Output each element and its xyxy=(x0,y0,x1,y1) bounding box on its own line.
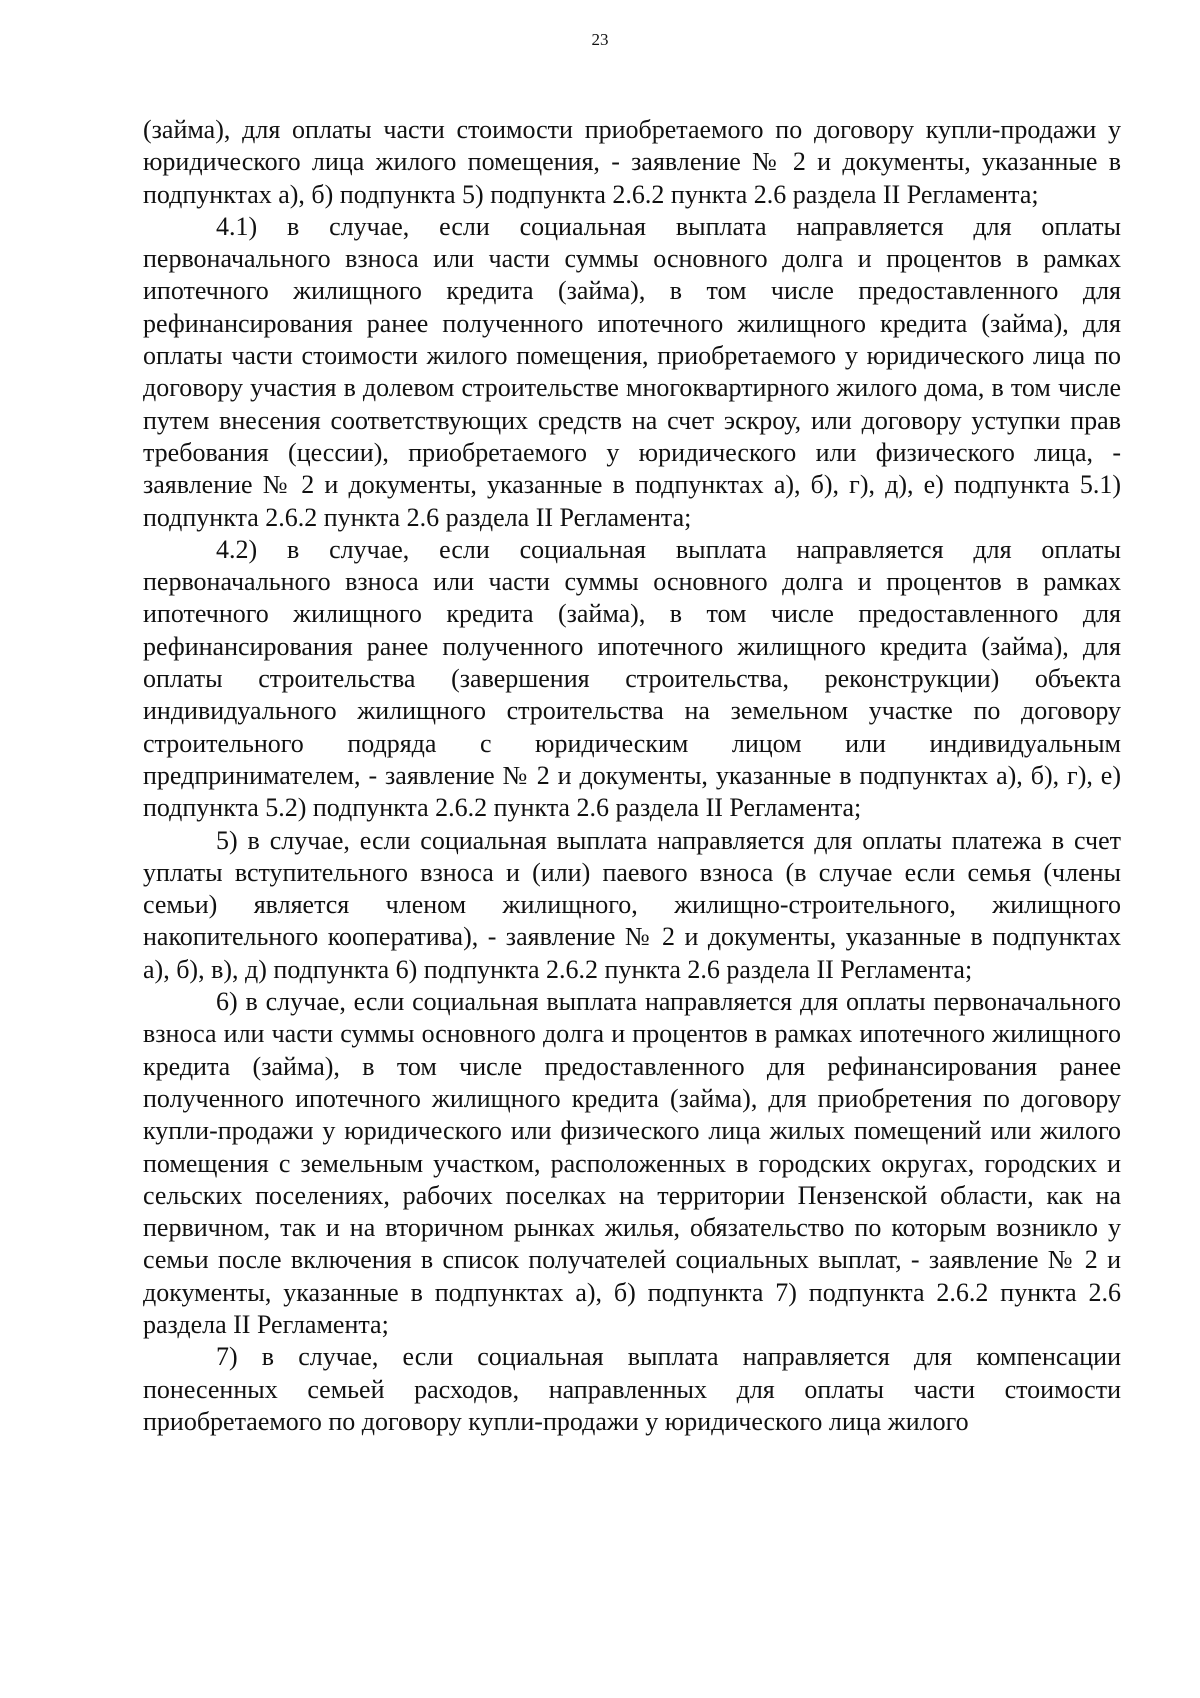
paragraph-item-7: 7) в случае, если социальная выплата направляется для компенсации понесенных семьей расходов, направленных для оплаты части стоимости приобретаемого по договору купли-продажи у юридического лица жилого xyxy=(143,1342,1121,1436)
document-body xyxy=(143,114,1121,1438)
paragraph-item-4-2: 4.2) в случае, если социальная выплата направляется для оплаты первоначального взноса или части суммы основного долга и процентов в рамках ипотечного жилищного кредита (займа), в том числе предоставленного для рефинансирования ранее полученного ипотечного жилищного кредита (займа), для оплаты строительства (завершения строительства, реконструкции) объекта индивидуального жилищного строительства на земельном участке по договору строительного подряда с юридическим лицом или индивидуальным предпринимателем, - заявление № 2 и документы, указанные в подпунктах а), б), г), е) подпункта 5.2) подпункта 2.6.2 пункта 2.6 раздела II Регламента; xyxy=(143,534,1121,823)
paragraph-item-6: 6) в случае, если социальная выплата направляется для оплаты первоначального взноса или части суммы основного долга и процентов в рамках ипотечного жилищного кредита (займа), в том числе предоставленного для рефинансирования ранее полученного ипотечного жилищного кредита (займа), для приобретения по договору купли-продажи у юридического или физического лица жилых помещений или жилого помещения с земельным участком, расположенных в городских округах, городских и сельских поселениях, рабочих поселках на территории Пензенской области, как на первичном, так и на вторичном рынках жилья, обязательство по которым возникло у семьи после включения в список получателей социальных выплат, - заявление № 2 и документы, указанные в подпунктах а), б) подпункта 7) подпункта 2.6.2 пункта 2.6 раздела II Регламента; xyxy=(143,987,1121,1339)
page-number: 23 xyxy=(591,30,609,49)
paragraph-continuation: (займа), для оплаты части стоимости приобретаемого по договору купли-продажи у юридического лица жилого помещения, - заявление № 2 и документы, указанные в подпунктах а), б) подпункта 5) подпункта 2.6.2 пункта 2.6 раздела II Регламента; xyxy=(143,115,1121,209)
paragraph-item-4-1: 4.1) в случае, если социальная выплата направляется для оплаты первоначального взноса или части суммы основного долга и процентов в рамках ипотечного жилищного кредита (займа), в том числе предоставленного для рефинансирования ранее полученного ипотечного жилищного кредита (займа), для оплаты части стоимости жилого помещения, приобретаемого у юридического лица по договору участия в долевом строительстве многоквартирного жилого дома, в том числе путем внесения соответствующих средств на счет эскроу, или договору уступки прав требования (цессии), приобретаемого у юридического или физического лица, - заявление № 2 и документы, указанные в подпунктах а), б), г), д), е) подпункта 5.1) подпункта 2.6.2 пункта 2.6 раздела II Регламента; xyxy=(143,211,1121,532)
paragraph-item-5: 5) в случае, если социальная выплата направляется для оплаты платежа в счет уплаты вступительного взноса и (или) паевого взноса (в случае если семья (члены семьи) является членом жилищного, жилищно-строительного, жилищного накопительного кооператива), - заявление № 2 и документы, указанные в подпунктах а), б), в), д) подпункта 6) подпункта 2.6.2 пункта 2.6 раздела II Регламента; xyxy=(143,825,1121,984)
